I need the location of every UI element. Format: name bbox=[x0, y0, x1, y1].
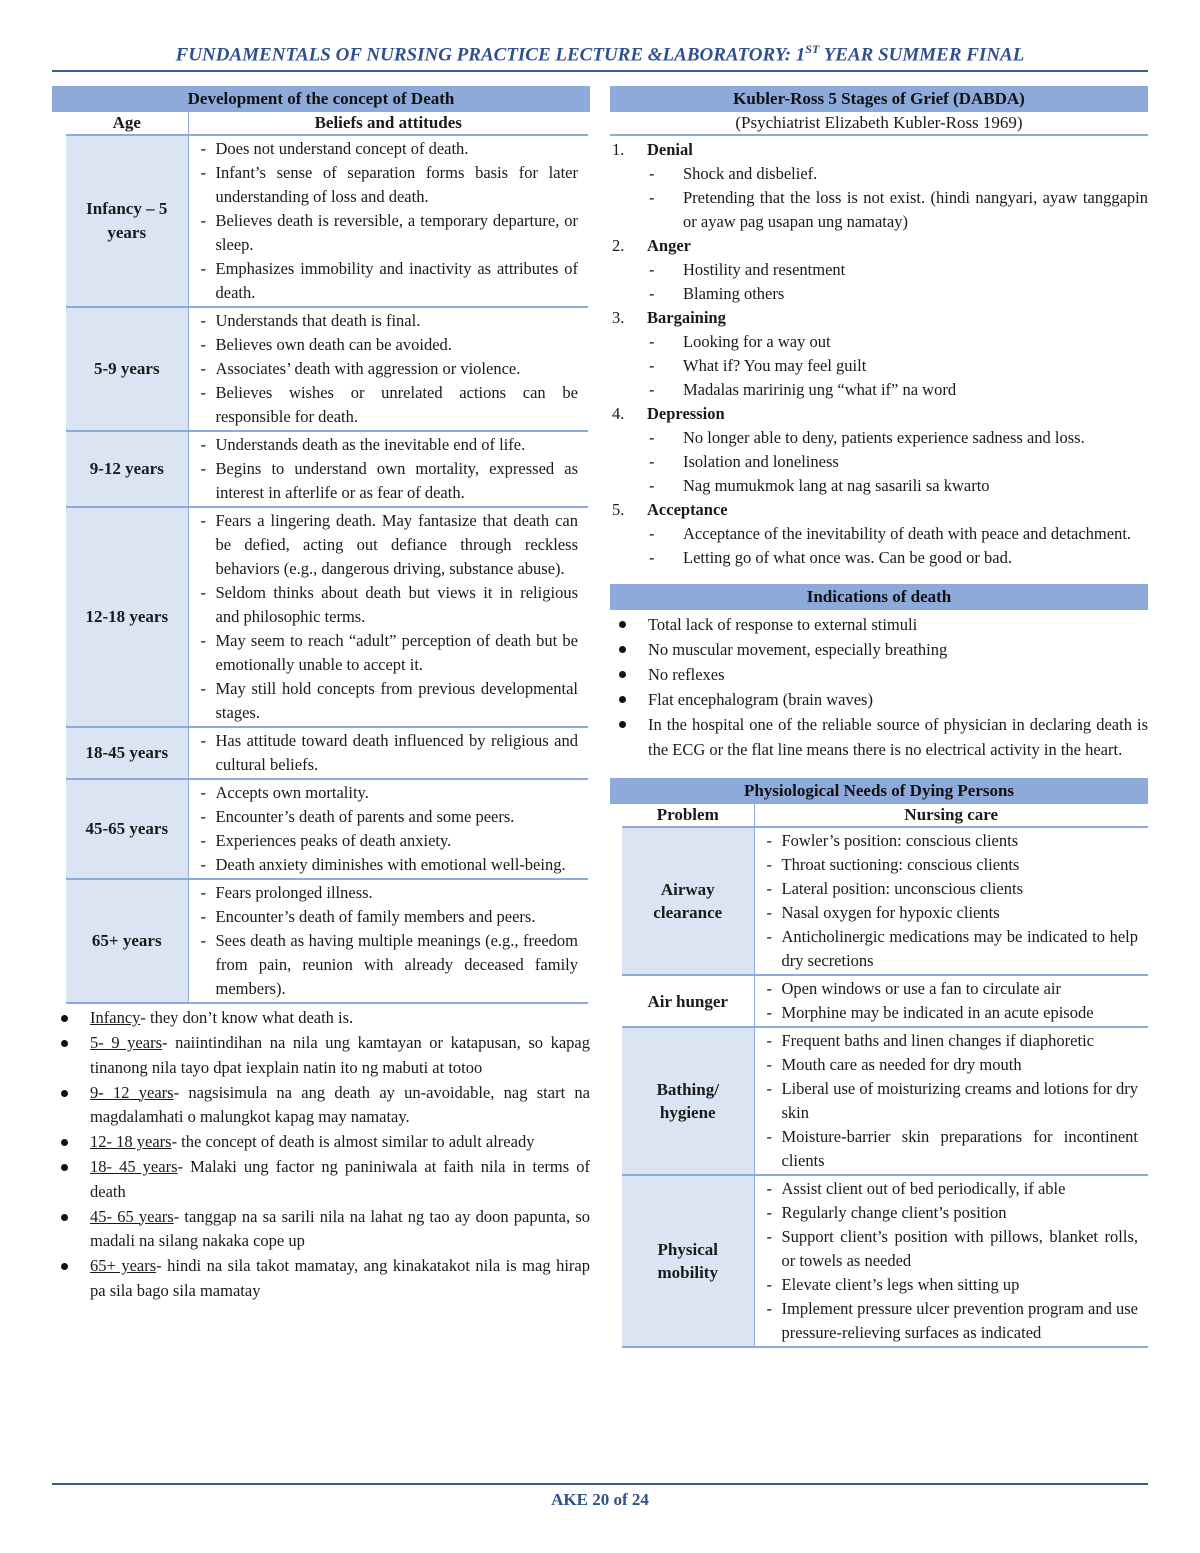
stage-number: 2. bbox=[612, 236, 625, 255]
belief-item: - Believes wishes or unrelated actions can be responsible for death. bbox=[199, 381, 579, 429]
table-row bbox=[66, 879, 588, 1003]
belief-item: - Encounter’s death of family members and peers. bbox=[199, 905, 579, 929]
page-number: AKE 20 of 24 bbox=[551, 1490, 649, 1509]
note-text: - hindi na sila takot mamatay, ang kinakatakot nila is mag hirap pa sila bago sila mamatay bbox=[90, 1256, 590, 1300]
stage-number: 1. bbox=[612, 140, 625, 159]
beliefs-list bbox=[189, 728, 589, 778]
problem-column-header: Problem bbox=[622, 804, 754, 827]
nursing-care-cell bbox=[754, 1027, 1148, 1175]
belief-item: - Encounter’s death of parents and some peers. bbox=[199, 805, 579, 829]
table-row bbox=[622, 1027, 1148, 1175]
note-term: 9- 12 years bbox=[90, 1082, 174, 1102]
stage-name: Depression bbox=[647, 404, 725, 423]
table-row bbox=[66, 779, 588, 879]
stage-detail-item: - Looking for a way out bbox=[647, 330, 1148, 354]
stage-details bbox=[647, 258, 1148, 306]
problem-cell: Airway clearance bbox=[622, 827, 754, 975]
stage-number: 5. bbox=[612, 500, 625, 519]
problem-cell: Bathing/ hygiene bbox=[622, 1027, 754, 1175]
beliefs-list bbox=[189, 880, 589, 1002]
right-column bbox=[610, 86, 1148, 1348]
belief-item: - Fears a lingering death. May fantasize that death can be defied, acting out defiance through reckless behaviors (e.g., dangerous driving, substance abuse). bbox=[199, 509, 579, 581]
list-item bbox=[52, 1205, 590, 1254]
age-cell: 12-18 years bbox=[66, 507, 188, 727]
nursing-care-item: - Anticholinergic medications may be indicated to help dry secretions bbox=[765, 925, 1139, 973]
indication-item: No reflexes bbox=[610, 662, 1148, 687]
beliefs-column-header: Beliefs and attitudes bbox=[188, 112, 588, 135]
nursing-care-item: - Regularly change client’s position bbox=[765, 1201, 1139, 1225]
kubler-ross-title: Kubler-Ross 5 Stages of Grief (DABDA) bbox=[610, 86, 1148, 112]
stage-detail-item: - Pretending that the loss is not exist. (hindi nangyari, ayaw tanggapin or ayaw pag usapan ung namatay) bbox=[647, 186, 1148, 234]
list-item bbox=[52, 1254, 590, 1303]
stage-detail-item: - No longer able to deny, patients experience sadness and loss. bbox=[647, 426, 1148, 450]
kubler-ross-subtitle: (Psychiatrist Elizabeth Kubler-Ross 1969) bbox=[610, 112, 1148, 136]
physiological-needs-table-body bbox=[622, 827, 1148, 1347]
indication-item: Total lack of response to external stimuli bbox=[610, 612, 1148, 637]
belief-item: - Begins to understand own mortality, expressed as interest in afterlife or as fear of death. bbox=[199, 457, 579, 505]
note-term: 12- 18 years bbox=[90, 1132, 172, 1151]
beliefs-list bbox=[189, 508, 589, 726]
indication-item: Flat encephalogram (brain waves) bbox=[610, 687, 1148, 712]
nursing-care-item: - Elevate client’s legs when sitting up bbox=[765, 1273, 1139, 1297]
belief-item: - Associates’ death with aggression or violence. bbox=[199, 357, 579, 381]
indication-item: In the hospital one of the reliable source of physician in declaring death is the ECG or the flat line means there is no electrical activity in the heart. bbox=[610, 712, 1148, 762]
note-text: - nagsisimula na ang death ay un-avoidable, nag start na magdalamhati o malungkot kapag may namatay. bbox=[90, 1082, 590, 1126]
stage-detail-item: - What if? You may feel guilt bbox=[647, 354, 1148, 378]
nursing-care-cell bbox=[754, 975, 1148, 1027]
nursing-care-list bbox=[755, 976, 1149, 1026]
table-row bbox=[622, 1175, 1148, 1347]
development-section-title: Development of the concept of Death bbox=[52, 86, 590, 112]
note-text: - tanggap na sa sarili nila na lahat ng tao ay doon papunta, so madali na silang nakaka cope up bbox=[90, 1206, 590, 1250]
list-item bbox=[52, 1130, 590, 1155]
stage-name: Denial bbox=[647, 140, 693, 159]
physiological-needs-title: Physiological Needs of Dying Persons bbox=[610, 778, 1148, 804]
belief-item: - Death anxiety diminishes with emotional well-being. bbox=[199, 853, 579, 877]
nursing-care-item: - Support client’s position with pillows, blanket rolls, or towels as needed bbox=[765, 1225, 1139, 1273]
note-text: - Malaki ung factor ng paniniwala at faith nila in terms of death bbox=[90, 1157, 590, 1201]
nursing-care-list bbox=[755, 1028, 1149, 1174]
beliefs-cell bbox=[188, 727, 588, 779]
age-cell: 5-9 years bbox=[66, 307, 188, 431]
nursing-care-item: - Implement pressure ulcer prevention program and use pressure-relieving surfaces as indicated bbox=[765, 1297, 1139, 1345]
grief-stage bbox=[610, 138, 1148, 234]
note-text: - naiintindihan na nila ung kamtayan or katapusan, so kapag tinanong nila tayo dpat iexplain natin ito ng mabuti at totoo bbox=[90, 1033, 590, 1077]
beliefs-cell bbox=[188, 307, 588, 431]
indications-title: Indications of death bbox=[610, 584, 1148, 610]
belief-item: - Sees death as having multiple meanings (e.g., freedom from pain, reunion with already deceased family members). bbox=[199, 929, 579, 1001]
age-cell: 45-65 years bbox=[66, 779, 188, 879]
table-row bbox=[66, 431, 588, 507]
physiological-needs-table bbox=[622, 804, 1148, 1348]
nursing-care-cell bbox=[754, 1175, 1148, 1347]
table-row bbox=[622, 975, 1148, 1027]
stage-details bbox=[647, 162, 1148, 234]
nursing-care-list bbox=[755, 1176, 1149, 1346]
stage-details bbox=[647, 426, 1148, 498]
belief-item: - Accepts own mortality. bbox=[199, 781, 579, 805]
table-row bbox=[66, 727, 588, 779]
nursing-care-item: - Throat suctioning: conscious clients bbox=[765, 853, 1139, 877]
note-term: 45- 65 years bbox=[90, 1206, 174, 1226]
belief-item: - Fears prolonged illness. bbox=[199, 881, 579, 905]
nursing-care-cell bbox=[754, 827, 1148, 975]
table-row bbox=[66, 507, 588, 727]
stage-details bbox=[647, 522, 1148, 570]
nursing-care-item: - Lateral position: unconscious clients bbox=[765, 877, 1139, 901]
beliefs-cell bbox=[188, 135, 588, 307]
table-row bbox=[622, 827, 1148, 975]
development-table-body bbox=[66, 135, 588, 1003]
grief-stage bbox=[610, 402, 1148, 498]
beliefs-list bbox=[189, 432, 589, 506]
grief-stage bbox=[610, 498, 1148, 570]
nursing-care-item: - Nasal oxygen for hypoxic clients bbox=[765, 901, 1139, 925]
age-column-header: Age bbox=[66, 112, 188, 135]
stage-detail-item: - Blaming others bbox=[647, 282, 1148, 306]
stage-number: 4. bbox=[612, 404, 625, 423]
stage-name: Acceptance bbox=[647, 500, 728, 519]
indications-list bbox=[610, 612, 1148, 762]
stage-detail-item: - Nag mumukmok lang at nag sasarili sa kwarto bbox=[647, 474, 1148, 498]
beliefs-list bbox=[189, 308, 589, 430]
list-item bbox=[52, 1155, 590, 1204]
beliefs-list bbox=[189, 136, 589, 306]
footer-rule bbox=[52, 1483, 1148, 1485]
nursing-care-item: - Morphine may be indicated in an acute episode bbox=[765, 1001, 1139, 1025]
stage-detail-item: - Madalas maririnig ung “what if” na word bbox=[647, 378, 1148, 402]
note-text: - they don’t know what death is. bbox=[140, 1008, 354, 1027]
stage-name: Bargaining bbox=[647, 308, 726, 327]
list-item bbox=[52, 1006, 590, 1031]
stage-detail-item: - Letting go of what once was. Can be good or bad. bbox=[647, 546, 1148, 570]
problem-cell: Air hunger bbox=[622, 975, 754, 1027]
beliefs-cell bbox=[188, 779, 588, 879]
nursing-care-item: - Fowler’s position: conscious clients bbox=[765, 829, 1139, 853]
age-cell: 9-12 years bbox=[66, 431, 188, 507]
left-column bbox=[52, 86, 590, 1304]
belief-item: - Understands that death is final. bbox=[199, 309, 579, 333]
stage-number: 3. bbox=[612, 308, 625, 327]
note-term: 5- 9 years bbox=[90, 1033, 162, 1052]
beliefs-cell bbox=[188, 431, 588, 507]
grief-stages-list bbox=[610, 138, 1148, 570]
stage-detail-item: - Acceptance of the inevitability of death with peace and detachment. bbox=[647, 522, 1148, 546]
header-rule bbox=[52, 70, 1148, 72]
age-notes-list bbox=[52, 1006, 590, 1303]
beliefs-cell bbox=[188, 507, 588, 727]
stage-details bbox=[647, 330, 1148, 402]
note-term: 65+ years bbox=[90, 1256, 157, 1275]
problem-cell: Physical mobility bbox=[622, 1175, 754, 1347]
age-cell: 18-45 years bbox=[66, 727, 188, 779]
stage-detail-item: - Hostility and resentment bbox=[647, 258, 1148, 282]
belief-item: - Seldom thinks about death but views it in religious and philosophic terms. bbox=[199, 581, 579, 629]
nursing-care-item: - Mouth care as needed for dry mouth bbox=[765, 1053, 1139, 1077]
development-table bbox=[66, 112, 588, 1004]
belief-item: - Understands death as the inevitable end of life. bbox=[199, 433, 579, 457]
stage-name: Anger bbox=[647, 236, 691, 255]
table-row bbox=[66, 307, 588, 431]
beliefs-cell bbox=[188, 879, 588, 1003]
nursing-care-column-header: Nursing care bbox=[754, 804, 1148, 827]
indication-item: No muscular movement, especially breathing bbox=[610, 637, 1148, 662]
belief-item: - Infant’s sense of separation forms basis for later understanding of loss and death. bbox=[199, 161, 579, 209]
belief-item: - Believes own death can be avoided. bbox=[199, 333, 579, 357]
belief-item: - Does not understand concept of death. bbox=[199, 137, 579, 161]
grief-stage bbox=[610, 306, 1148, 402]
nursing-care-item: - Liberal use of moisturizing creams and lotions for dry skin bbox=[765, 1077, 1139, 1125]
note-term: 18- 45 years bbox=[90, 1157, 178, 1176]
note-text: - the concept of death is almost similar to adult already bbox=[171, 1132, 535, 1151]
belief-item: - May still hold concepts from previous developmental stages. bbox=[199, 677, 579, 725]
belief-item: - May seem to reach “adult” perception of death but be emotionally unable to accept it. bbox=[199, 629, 579, 677]
nursing-care-item: - Frequent baths and linen changes if diaphoretic bbox=[765, 1029, 1139, 1053]
list-item bbox=[52, 1031, 590, 1080]
page-header-title: FUNDAMENTALS OF NURSING PRACTICE LECTURE &LABORATORY: 1ST YEAR SUMMER FINAL bbox=[175, 42, 1025, 66]
stage-detail-item: - Shock and disbelief. bbox=[647, 162, 1148, 186]
list-item bbox=[52, 1081, 590, 1130]
note-term: Infancy bbox=[90, 1008, 141, 1027]
table-row bbox=[66, 135, 588, 307]
nursing-care-item: - Moisture-barrier skin preparations for incontinent clients bbox=[765, 1125, 1139, 1173]
nursing-care-item: - Open windows or use a fan to circulate air bbox=[765, 977, 1139, 1001]
age-cell: 65+ years bbox=[66, 879, 188, 1003]
grief-stage bbox=[610, 234, 1148, 306]
nursing-care-list bbox=[755, 828, 1149, 974]
stage-detail-item: - Isolation and loneliness bbox=[647, 450, 1148, 474]
belief-item: - Believes death is reversible, a temporary departure, or sleep. bbox=[199, 209, 579, 257]
age-cell: Infancy – 5 years bbox=[66, 135, 188, 307]
belief-item: - Emphasizes immobility and inactivity as attributes of death. bbox=[199, 257, 579, 305]
nursing-care-item: - Assist client out of bed periodically, if able bbox=[765, 1177, 1139, 1201]
belief-item: - Has attitude toward death influenced by religious and cultural beliefs. bbox=[199, 729, 579, 777]
beliefs-list bbox=[189, 780, 589, 878]
belief-item: - Experiences peaks of death anxiety. bbox=[199, 829, 579, 853]
